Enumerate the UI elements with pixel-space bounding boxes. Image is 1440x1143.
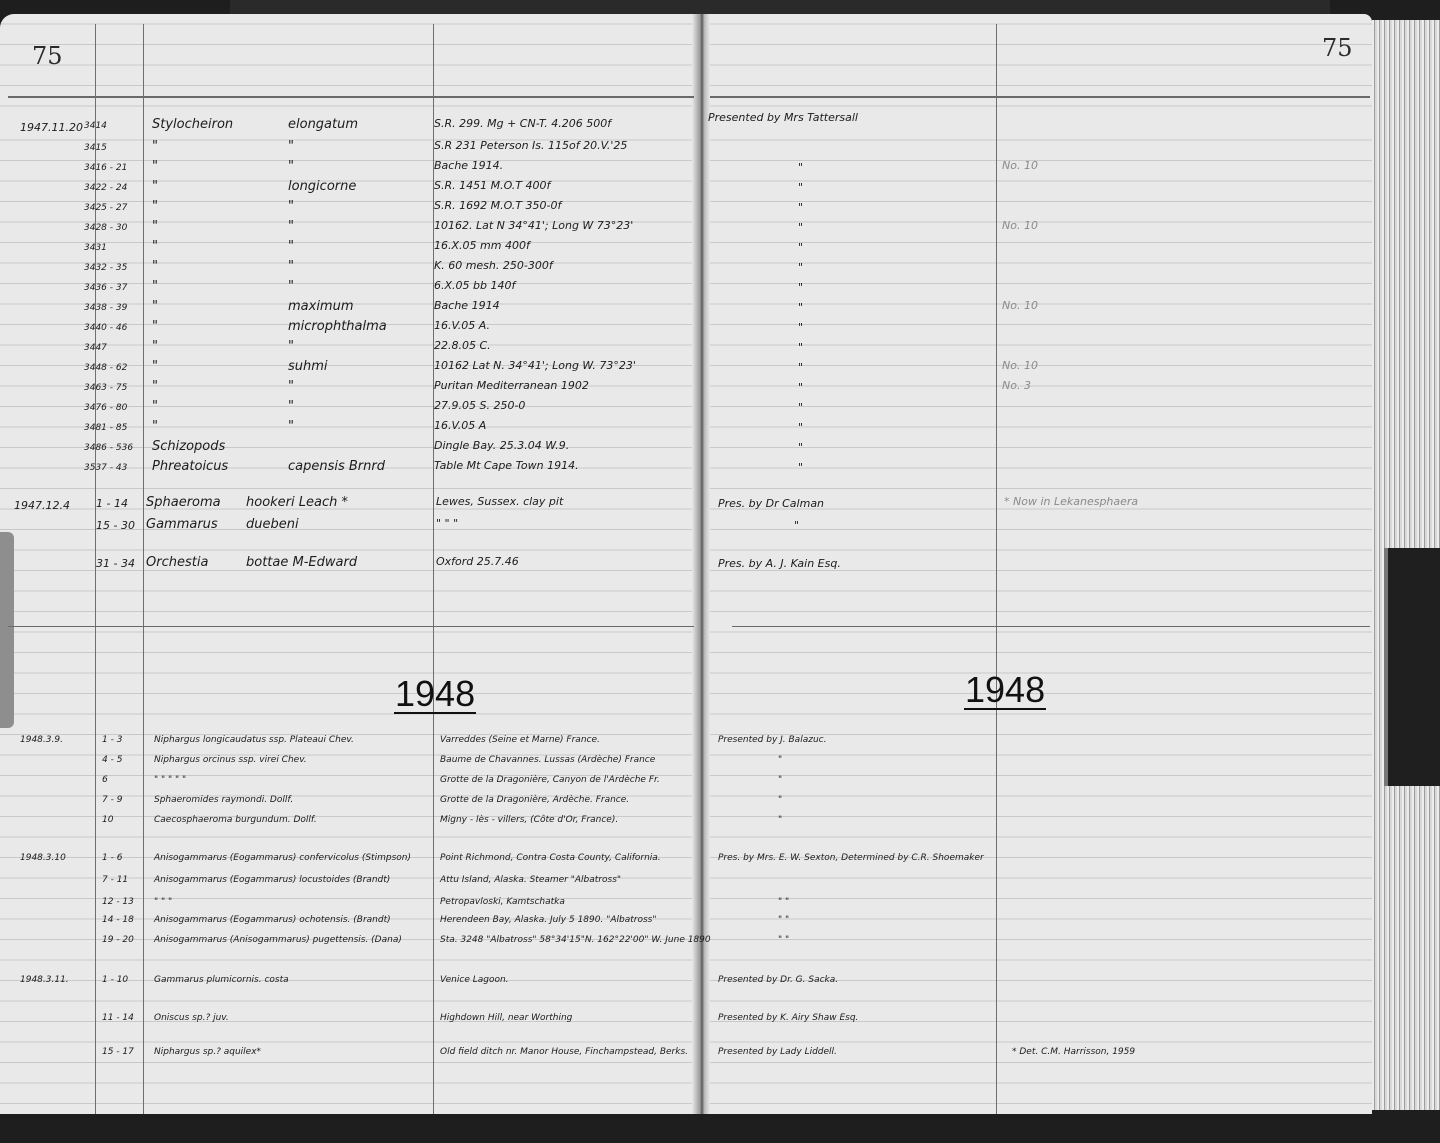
page-number-right: 75 — [1322, 34, 1353, 62]
entry-note: No. 10 — [1002, 299, 1038, 312]
entry-species: " — [288, 259, 294, 274]
entry-species: " — [288, 159, 294, 174]
entry-locality: S.R. 1692 M.O.T 350-0f — [434, 199, 562, 212]
entry-locality: Lewes, Sussex. clay pit — [436, 495, 564, 508]
entry-presented-by: " " — [778, 935, 790, 945]
entry-presented-by: " — [798, 401, 804, 414]
year-heading-right: 1948 — [965, 669, 1046, 710]
entry-locality: Varreddes (Seine et Marne) France. — [440, 735, 600, 745]
header-rule-left — [8, 96, 694, 98]
entry-genus: " — [152, 379, 158, 394]
entry-number: 3414 — [84, 121, 107, 131]
entry-genus: Gammarus — [146, 517, 218, 532]
entry-genus: Phreatoicus — [152, 459, 229, 474]
entry-number: 3425 - 27 — [84, 203, 128, 213]
entry-presented-by: " — [798, 441, 804, 454]
entry-number: 7 - 11 — [102, 875, 129, 885]
entry-species: duebeni — [246, 517, 299, 532]
entry-number: 1 - 3 — [102, 735, 123, 745]
entry-presented-by: " — [798, 241, 804, 254]
entry-name: Sphaeromides raymondi. Dollf. — [154, 795, 294, 805]
entry-locality: 16.V.05 A — [434, 419, 487, 432]
entry-genus: " — [152, 179, 158, 194]
entry-number: 3436 - 37 — [84, 283, 128, 293]
entry-number: 3416 - 21 — [84, 163, 128, 173]
entry-locality: Dingle Bay. 25.3.04 W.9. — [434, 439, 570, 452]
entry-number: 12 - 13 — [102, 897, 134, 907]
entry-number: 3463 - 75 — [84, 383, 128, 393]
entry-number: 1 - 10 — [102, 975, 129, 985]
entry-name: Anisogammarus (Eogammarus) ochotensis. (Brandt) — [154, 915, 391, 925]
entry-number: 3415 — [84, 143, 107, 153]
entry-species: hookeri Leach * — [246, 495, 348, 510]
entry-species: bottae M-Edward — [246, 555, 358, 570]
entry-locality: Migny - lès - villers, (Côte d'Or, France). — [440, 815, 619, 825]
entry-species: maximum — [288, 299, 354, 314]
left-ribbon — [0, 532, 14, 728]
entry-locality: K. 60 mesh. 250-300f — [434, 259, 553, 272]
entry-number: 1 - 14 — [96, 497, 128, 510]
entry-locality: Table Mt Cape Town 1914. — [434, 459, 579, 472]
entry-date: 1948.3.10 — [20, 853, 66, 863]
entry-presented-by: " — [798, 281, 804, 294]
section-rule-left — [8, 626, 694, 627]
entry-date: 1947.12.4 — [14, 499, 70, 512]
entry-number: 3448 - 62 — [84, 363, 128, 373]
header-rule-right — [710, 96, 1370, 98]
entry-locality: 27.9.05 S. 250-0 — [434, 399, 526, 412]
entry-presented-by: " — [798, 381, 804, 394]
entry-presented-by: " — [778, 755, 783, 765]
entry-note: No. 10 — [1002, 359, 1038, 372]
entry-species: suhmi — [288, 359, 328, 374]
entry-presented-by: Pres. by Dr Calman — [718, 497, 825, 510]
entry-locality: 16.V.05 A. — [434, 319, 490, 332]
entry-locality: Grotte de la Dragonière, Ardèche. France. — [440, 795, 630, 805]
entry-species: elongatum — [288, 117, 359, 132]
entry-number: 3447 — [84, 343, 107, 353]
entry-locality: 6.X.05 bb 140f — [434, 279, 516, 292]
column-rule-number — [143, 24, 144, 1114]
entry-number: 3428 - 30 — [84, 223, 128, 233]
entry-species: " — [288, 279, 294, 294]
entry-number: 11 - 14 — [102, 1013, 134, 1023]
entry-number: 3481 - 85 — [84, 423, 128, 433]
entry-locality: Bache 1914 — [434, 299, 500, 312]
entry-note: * Det. C.M. Harrisson, 1959 — [1012, 1047, 1136, 1057]
entry-name: " " " — [154, 897, 173, 907]
entry-locality: Highdown Hill, near Worthing — [440, 1013, 573, 1023]
entry-presented-by: " — [798, 181, 804, 194]
entry-presented-by: " — [778, 775, 783, 785]
entry-locality: " " " — [436, 517, 459, 530]
entry-locality: Oxford 25.7.46 — [436, 555, 519, 568]
entry-presented-by: Pres. by A. J. Kain Esq. — [718, 557, 841, 570]
entry-presented-by: " — [798, 201, 804, 214]
entry-locality: Puritan Mediterranean 1902 — [434, 379, 589, 392]
entry-note: No. 3 — [1002, 379, 1031, 392]
entry-genus: " — [152, 139, 158, 154]
entry-note: No. 10 — [1002, 219, 1038, 232]
entry-presented-by: " — [798, 221, 804, 234]
entry-genus: " — [152, 199, 158, 214]
entry-number: 3422 - 24 — [84, 183, 128, 193]
entry-genus: " — [152, 279, 158, 294]
entry-presented-by: " — [798, 321, 804, 334]
entry-presented-by: " — [798, 341, 804, 354]
entry-locality: 10162 Lat N. 34°41'; Long W. 73°23' — [434, 359, 636, 372]
entry-number: 3440 - 46 — [84, 323, 128, 333]
column-rule-presented — [996, 24, 997, 1114]
entry-genus: " — [152, 259, 158, 274]
entry-number: 15 - 30 — [96, 519, 135, 532]
entry-locality: S.R. 299. Mg + CN-T. 4.206 500f — [434, 117, 612, 130]
entry-species: longicorne — [288, 179, 357, 194]
entry-number: 1 - 6 — [102, 853, 123, 863]
entry-locality: 10162. Lat N 34°41'; Long W 73°23' — [434, 219, 634, 232]
entry-number: 14 - 18 — [102, 915, 134, 925]
entry-presented-by: " " — [778, 897, 790, 907]
entry-number: 3432 - 35 — [84, 263, 128, 273]
entry-locality: Attu Island, Alaska. Steamer "Albatross" — [440, 875, 622, 885]
entry-date: 1947.11.20 — [20, 121, 83, 134]
entry-genus: Stylocheiron — [152, 117, 234, 132]
entry-locality: S.R. 1451 M.O.T 400f — [434, 179, 551, 192]
entry-presented-by: " — [798, 421, 804, 434]
entry-genus: " — [152, 239, 158, 254]
entry-presented-by: Presented by J. Balazuc. — [718, 735, 827, 745]
entry-name: Anisogammarus (Eogammarus) confervicolus (Stimpson) — [154, 853, 411, 863]
entry-date: 1948.3.9. — [20, 735, 63, 745]
entry-presented-by: Presented by K. Airy Shaw Esq. — [718, 1013, 859, 1023]
entry-locality: Old field ditch nr. Manor House, Finchampstead, Berks. — [440, 1047, 689, 1057]
entry-presented-by: " " — [778, 915, 790, 925]
entry-note: * Now in Lekanesphaera — [1004, 495, 1139, 508]
entry-presented-by: Presented by Lady Liddell. — [718, 1047, 837, 1057]
entry-date: 1948.3.11. — [20, 975, 69, 985]
entry-presented-by: " — [798, 361, 804, 374]
entry-species: " — [288, 239, 294, 254]
entry-species: " — [288, 199, 294, 214]
entry-locality: Bache 1914. — [434, 159, 504, 172]
entry-name: Oniscus sp.? juv. — [154, 1013, 229, 1023]
entry-species: " — [288, 399, 294, 414]
entry-presented-by: " — [798, 261, 804, 274]
entry-name: Niphargus orcinus ssp. virei Chev. — [154, 755, 307, 765]
book-top-edge — [230, 0, 1330, 14]
index-tab — [1384, 548, 1440, 786]
entry-number: 31 - 34 — [96, 557, 135, 570]
entry-name: Caecosphaeroma burgundum. Dollf. — [154, 815, 317, 825]
book-spine — [692, 14, 710, 1114]
entry-number: 7 - 9 — [102, 795, 123, 805]
entry-genus: " — [152, 339, 158, 354]
entry-presented-by: Presented by Dr. G. Sacka. — [718, 975, 839, 985]
entry-presented-by: " — [798, 301, 804, 314]
entry-locality: 22.8.05 C. — [434, 339, 491, 352]
entry-number: 3486 - 536 — [84, 443, 134, 453]
entry-number: 3537 - 43 — [84, 463, 128, 473]
entry-name: Anisogammarus (Eogammarus) locustoides (Brandt) — [154, 875, 391, 885]
entry-number: 3438 - 39 — [84, 303, 128, 313]
entry-number: 4 - 5 — [102, 755, 123, 765]
entry-presented-by: Presented by Mrs Tattersall — [708, 111, 858, 124]
entry-genus: Orchestia — [146, 555, 209, 570]
entry-species: " — [288, 339, 294, 354]
entry-genus: " — [152, 359, 158, 374]
entry-species: microphthalma — [288, 319, 387, 334]
entry-species: " — [288, 219, 294, 234]
entry-locality: Baume de Chavannes. Lussas (Ardèche) France — [440, 755, 656, 765]
entry-name: Niphargus longicaudatus ssp. Plateaui Chev. — [154, 735, 354, 745]
entry-number: 19 - 20 — [102, 935, 134, 945]
entry-genus: " — [152, 299, 158, 314]
entry-presented-by: " — [778, 795, 783, 805]
entry-species: capensis Brnrd — [288, 459, 385, 474]
entry-locality: Herendeen Bay, Alaska. July 5 1890. "Albatross" — [440, 915, 657, 925]
entry-name: Niphargus sp.? aquilex* — [154, 1047, 262, 1057]
entry-number: 15 - 17 — [102, 1047, 134, 1057]
entry-genus: " — [152, 219, 158, 234]
entry-presented-by: " — [798, 161, 804, 174]
entry-locality: Venice Lagoon. — [440, 975, 509, 985]
entry-name: Anisogammarus (Anisogammarus) pugettensis. (Dana) — [154, 935, 402, 945]
entry-number: 3476 - 80 — [84, 403, 128, 413]
entry-species: " — [288, 139, 294, 154]
entry-presented-by: " — [798, 461, 804, 474]
entry-genus: Schizopods — [152, 439, 226, 454]
entry-name: Gammarus plumicornis. costa — [154, 975, 289, 985]
section-rule-right — [732, 626, 1370, 627]
entry-genus: " — [152, 319, 158, 334]
entry-genus: Sphaeroma — [146, 495, 221, 510]
entry-locality: Petropavloski, Kamtschatka — [440, 897, 565, 907]
entry-species: " — [288, 419, 294, 434]
entry-presented-by: " — [778, 815, 783, 825]
entry-locality: S.R 231 Peterson Is. 115of 20.V.'25 — [434, 139, 628, 152]
entry-species: " — [288, 379, 294, 394]
entry-genus: " — [152, 399, 158, 414]
page-number-left: 75 — [32, 42, 63, 70]
entry-locality: 16.X.05 mm 400f — [434, 239, 530, 252]
year-heading-left: 1948 — [395, 673, 476, 714]
entry-presented-by: Pres. by Mrs. E. W. Sexton, Determined by C.R. Shoemaker — [718, 853, 984, 863]
entry-locality: Sta. 3248 "Albatross" 58°34'15"N. 162°22'00" W. June 1890 — [440, 935, 711, 945]
entry-number: 10 — [102, 815, 114, 825]
entry-note: No. 10 — [1002, 159, 1038, 172]
entry-name: " " " " " — [154, 775, 187, 785]
entry-number: 3431 — [84, 243, 107, 253]
entry-number: 6 — [102, 775, 108, 785]
entry-genus: " — [152, 419, 158, 434]
entry-locality: Point Richmond, Contra Costa County, California. — [440, 853, 661, 863]
entry-presented-by: " — [794, 519, 800, 532]
entry-genus: " — [152, 159, 158, 174]
entry-locality: Grotte de la Dragonière, Canyon de l'Ardèche Fr. — [440, 775, 660, 785]
